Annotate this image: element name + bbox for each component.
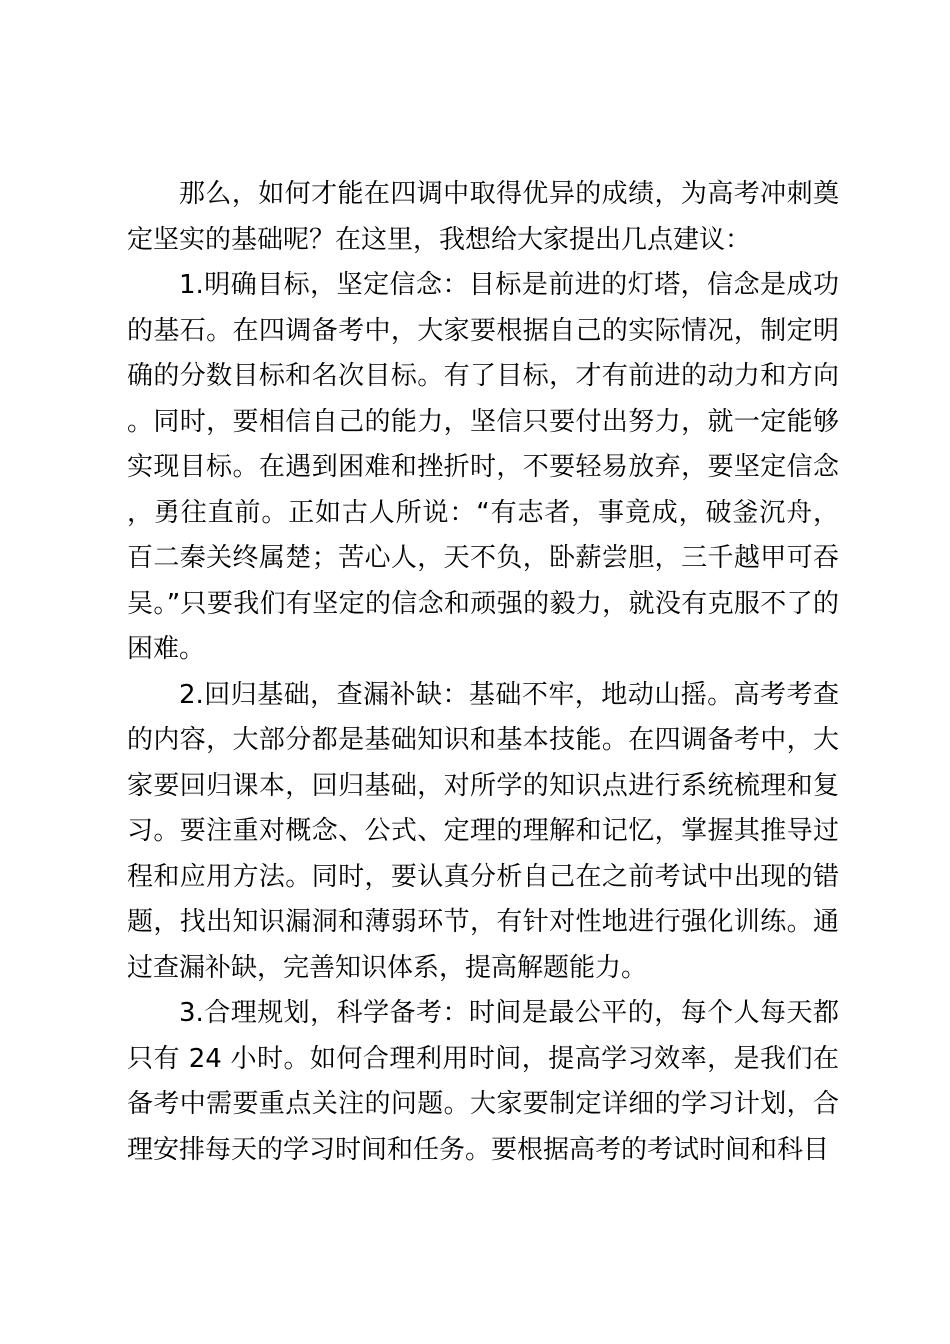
- paragraph-intro: 那么，如何才能在四调中取得优异的成绩，为高考冲刺奠定坚实的基础呢？在这里，我想给大家提出几点建议：: [127, 179, 839, 255]
- paragraph-planning: 3.合理规划，科学备考：时间是最公平的，每个人每天都只有 24 小时。如何合理利用时间，提高学习效率，是我们在备考中需要重点关注的问题。大家要制定详细的学习计划，合理安排每天的学习时间和任务。要根据高考的考试时间和科目: [127, 998, 839, 1165]
- paragraph-basics: 2.回归基础，查漏补缺：基础不牢，地动山摇。高考考查的内容，大部分都是基础知识和基本技能。在四调备考中，大家要回归课本，回归基础，对所学的知识点进行系统梳理和复习。要注重对概念、公式、定理的理解和记忆，掌握其推导过程和应用方法。同时，要认真分析自己在之前考试中出现的错题，找出知识漏洞和薄弱环节，有针对性地进行强化训练。通过查漏补缺，完善知识体系，提高解题能力。: [127, 679, 839, 983]
- document-body: [127, 172, 839, 1173]
- paragraph-goals: 1.明确目标，坚定信念：目标是前进的灯塔，信念是成功的基石。在四调备考中，大家要根据自己的实际情况，制定明确的分数目标和名次目标。有了目标，才有前进的动力和方向。同时，要相信自己的能力，坚信只要付出努力，就一定能够实现目标。在遇到困难和挫折时，不要轻易放弃，要坚定信念，勇往直前。正如古人所说：“有志者，事竟成，破釜沉舟，百二秦关终属楚；苦心人，天不负，卧薪尝胆，三千越甲可吞吴。”只要我们有坚定的信念和顽强的毅力，就没有克服不了的困难。: [127, 270, 839, 664]
